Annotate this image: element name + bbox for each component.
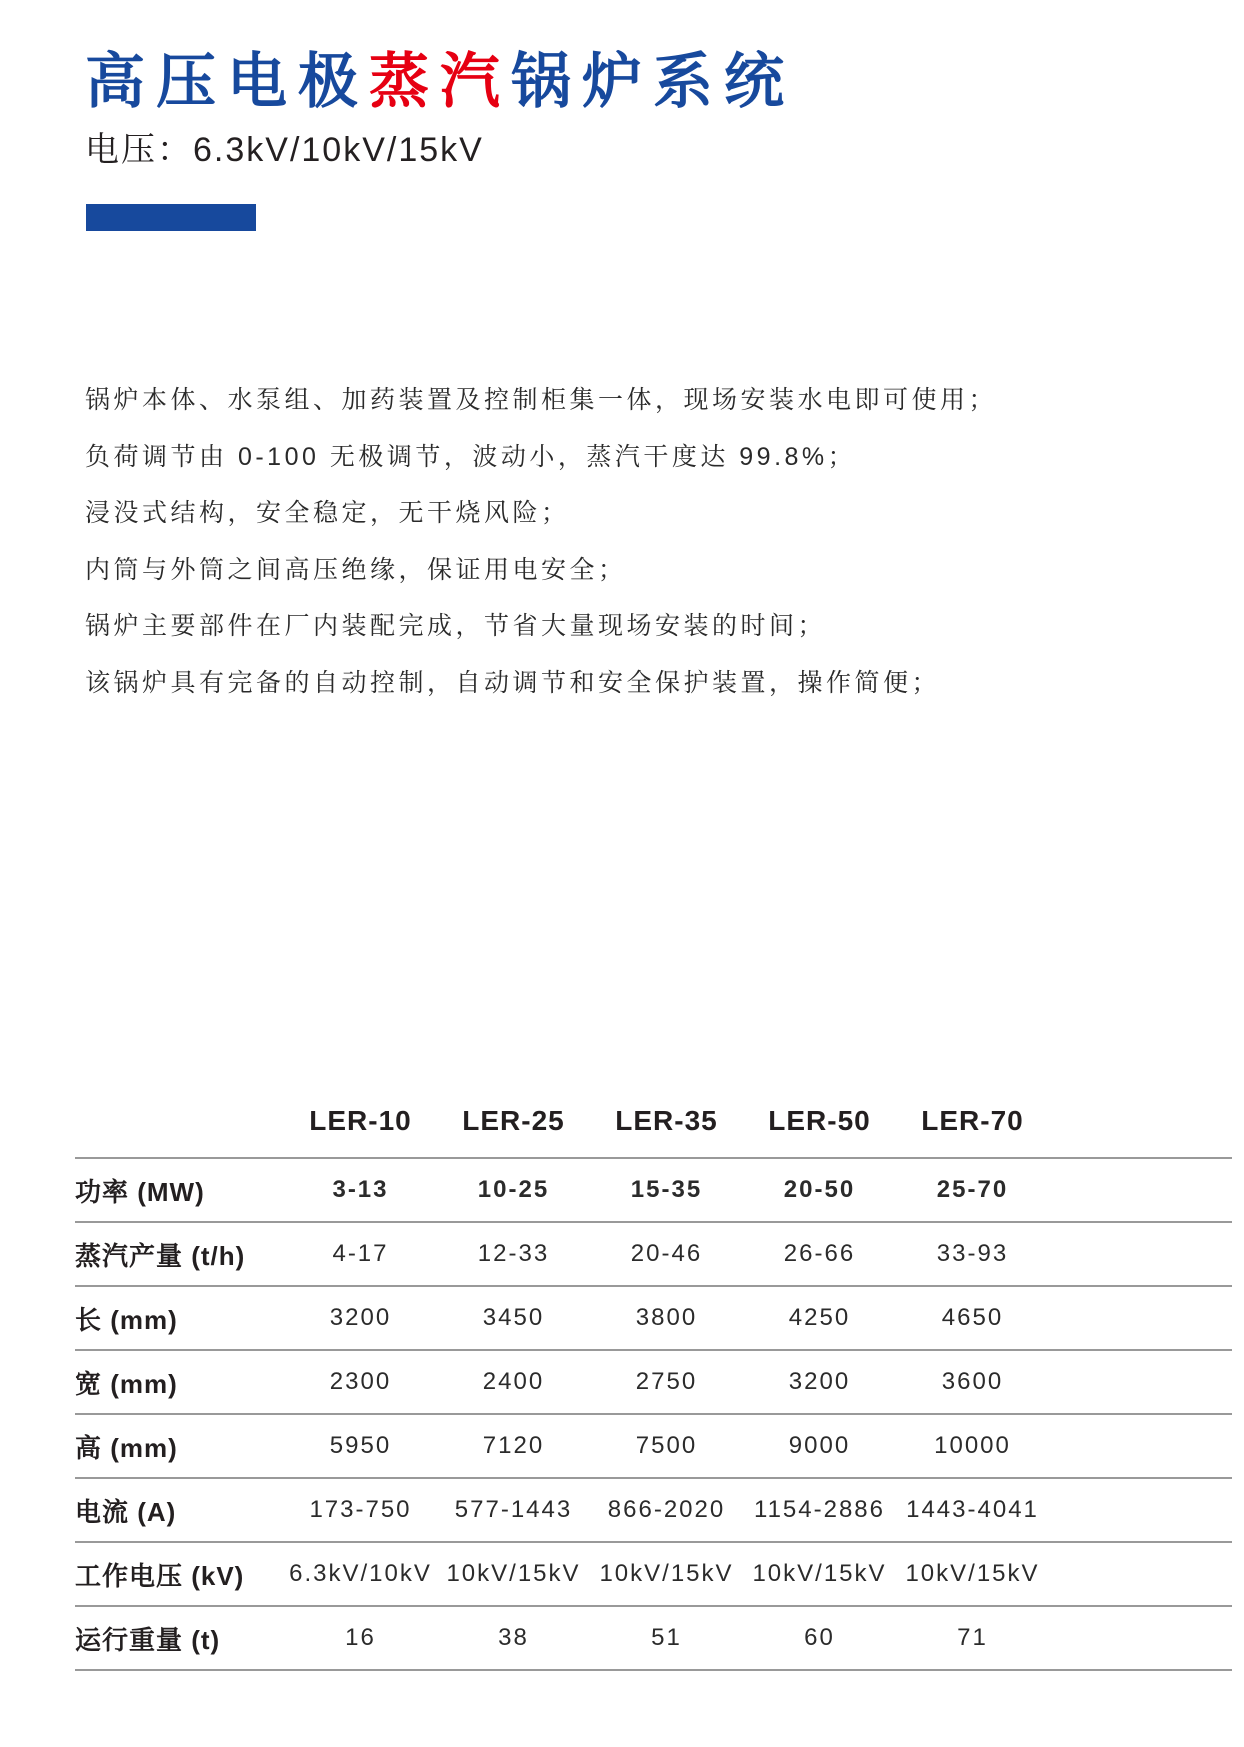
model-header-row — [75, 1085, 1232, 1158]
model-header: LER-35 — [615, 1105, 718, 1136]
row-spacer-cell — [1049, 1606, 1232, 1670]
row-spacer-cell — [1049, 1158, 1232, 1222]
spec-value: 15-35 — [630, 1176, 703, 1203]
spec-row — [75, 1222, 1232, 1286]
spec-value: 577-1443 — [454, 1496, 573, 1523]
feature-line: 该锅炉具有完备的自动控制，自动调节和安全保护装置，操作简便； — [85, 668, 941, 697]
spec-row — [75, 1350, 1232, 1414]
spec-value: 12-33 — [477, 1240, 550, 1267]
spec-value: 60 — [804, 1624, 835, 1651]
spec-value: 10kV/15kV — [752, 1560, 887, 1587]
spec-value: 10kV/15kV — [905, 1560, 1040, 1587]
title-segment-blue-2: 锅炉系统 — [511, 48, 795, 115]
page-title — [85, 48, 795, 116]
spec-value: 173-750 — [309, 1496, 412, 1523]
spec-value: 3-13 — [332, 1176, 389, 1203]
spec-row-label: 宽 (mm) — [75, 1368, 178, 1399]
spec-value: 10kV/15kV — [599, 1560, 734, 1587]
spec-value: 20-46 — [630, 1240, 703, 1267]
spec-value: 10000 — [934, 1432, 1011, 1459]
title-segment-red: 蒸汽 — [369, 48, 511, 115]
spec-value: 25-70 — [936, 1176, 1009, 1203]
feature-line: 负荷调节由 0-100 无极调节，波动小，蒸汽干度达 99.8%； — [85, 442, 857, 471]
model-header: LER-50 — [768, 1105, 871, 1136]
row-spacer-cell — [1049, 1414, 1232, 1478]
row-spacer-cell — [1049, 1286, 1232, 1350]
spec-table — [75, 1085, 1232, 1671]
spec-value: 3200 — [788, 1368, 851, 1395]
row-spacer-cell — [1049, 1478, 1232, 1542]
row-spacer-cell — [1049, 1350, 1232, 1414]
spec-value: 4-17 — [332, 1240, 389, 1267]
feature-line: 浸没式结构，安全稳定，无干烧风险； — [85, 499, 570, 527]
voltage-subtitle: 电压：6.3kV/10kV/15kV — [85, 131, 484, 169]
spec-row — [75, 1414, 1232, 1478]
spec-row-label: 高 (mm) — [75, 1432, 178, 1463]
spec-value: 33-93 — [936, 1240, 1009, 1267]
spec-row — [75, 1542, 1232, 1606]
model-header: LER-70 — [921, 1105, 1024, 1136]
spec-row-label: 功率 (MW) — [75, 1176, 205, 1207]
spec-value: 26-66 — [783, 1240, 856, 1267]
spec-row-label: 电流 (A) — [75, 1496, 177, 1527]
spec-row — [75, 1286, 1232, 1350]
feature-line: 内筒与外筒之间高压绝缘，保证用电安全； — [85, 555, 627, 584]
row-spacer-cell — [1049, 1542, 1232, 1606]
spec-value: 4650 — [941, 1304, 1004, 1331]
spec-value: 1443-4041 — [906, 1496, 1039, 1523]
title-segment-blue-1: 高压电极 — [85, 48, 369, 115]
spec-row-label: 蒸汽产量 (t/h) — [75, 1240, 246, 1271]
spec-value: 2300 — [329, 1368, 392, 1395]
spec-value: 71 — [957, 1624, 988, 1651]
spec-value: 2750 — [635, 1368, 698, 1395]
spec-value: 2400 — [482, 1368, 545, 1395]
spec-value: 9000 — [788, 1432, 851, 1459]
spec-row — [75, 1478, 1232, 1542]
spec-value: 38 — [498, 1624, 529, 1651]
feature-line: 锅炉主要部件在厂内装配完成，节省大量现场安装的时间； — [85, 612, 827, 640]
feature-list — [85, 372, 997, 711]
spec-value: 7120 — [482, 1432, 545, 1459]
spec-value: 10-25 — [477, 1176, 550, 1203]
spec-row-label: 长 (mm) — [75, 1304, 178, 1335]
spec-value: 3200 — [329, 1304, 392, 1331]
spec-value: 3450 — [482, 1304, 545, 1331]
spec-value: 3600 — [941, 1368, 1004, 1395]
spec-value: 20-50 — [783, 1176, 856, 1203]
feature-line: 锅炉本体、水泵组、加药装置及控制柜集一体，现场安装水电即可使用； — [85, 386, 998, 414]
header-blank-cell — [75, 1085, 284, 1158]
row-spacer-cell — [1049, 1222, 1232, 1286]
model-header: LER-25 — [462, 1105, 565, 1136]
spec-value: 10kV/15kV — [446, 1560, 581, 1587]
header-spacer-cell — [1049, 1085, 1232, 1158]
accent-bar — [86, 204, 256, 231]
spec-value: 7500 — [635, 1432, 698, 1459]
spec-row-label: 工作电压 (kV) — [75, 1560, 245, 1591]
spec-row — [75, 1606, 1232, 1670]
spec-value: 4250 — [788, 1304, 851, 1331]
spec-row-label: 运行重量 (t) — [75, 1624, 221, 1655]
spec-value: 1154-2886 — [754, 1496, 885, 1523]
spec-value: 16 — [345, 1624, 376, 1651]
spec-value: 6.3kV/10kV — [289, 1560, 432, 1587]
spec-table-body — [75, 1158, 1232, 1670]
model-header: LER-10 — [309, 1105, 412, 1136]
spec-value: 51 — [651, 1624, 682, 1651]
spec-value: 866-2020 — [607, 1496, 726, 1523]
spec-value: 3800 — [635, 1304, 698, 1331]
spec-row — [75, 1158, 1232, 1222]
spec-value: 5950 — [329, 1432, 392, 1459]
